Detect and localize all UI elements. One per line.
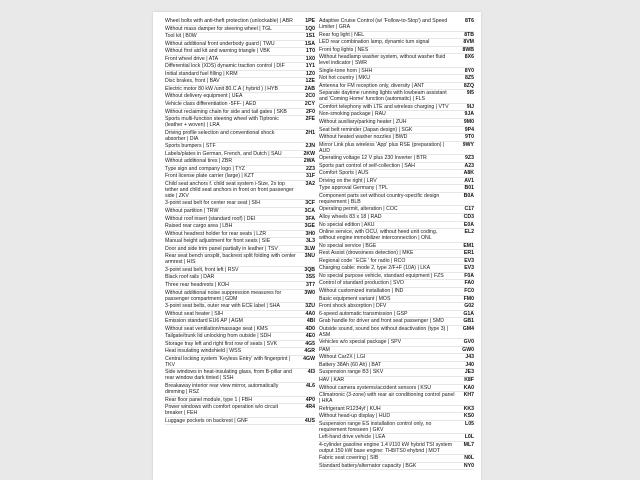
option-description: Without Car2X | LGI [319, 354, 366, 361]
option-row [165, 158, 315, 166]
option-code: GM4 [462, 325, 474, 332]
option-description: Rear seat bench unsplit, backrest split folding with center armrest | HIS [165, 253, 296, 266]
option-description: Regional code ' ECE ' for radio | RCO [319, 257, 406, 264]
option-code: 9P4 [464, 126, 474, 133]
option-row [319, 265, 474, 273]
option-row [165, 326, 315, 334]
option-description: Alloy wheels 83 x 18 | RAD [319, 214, 382, 221]
option-row [165, 173, 315, 181]
option-description: Without head-up display | HUD [319, 413, 391, 420]
option-description: Raised rear cargo area | LBH [165, 223, 233, 230]
option-description: Without reclaiming chain for side and tail gates | SKB [165, 108, 287, 115]
option-description: Operating voltage 12 V plus 230 Inverter | BTR [319, 155, 427, 162]
option-row [319, 18, 474, 32]
option-code: 9IJ [466, 103, 474, 110]
option-code: NY0 [463, 462, 474, 469]
option-code: 4G5 [305, 340, 315, 347]
option-row [165, 151, 315, 159]
option-description: Without seat ventilation/massage seat | KMS [165, 325, 268, 332]
option-code: 9JA [464, 111, 474, 118]
option-description: Vehicle class differentiation -5FF- | AED [165, 101, 257, 108]
option-row [165, 181, 315, 201]
option-row [319, 455, 474, 463]
option-row [319, 296, 474, 304]
option-description: Rear fog light | NEL [319, 31, 365, 38]
option-row [165, 48, 315, 56]
option-description: Basic equipment variant | MOS [319, 295, 391, 302]
option-row [319, 47, 474, 55]
option-code: 3CA [304, 208, 315, 215]
option-description: Without headrest holder for rear seats | LZR [165, 230, 267, 237]
option-code: 1PE [305, 18, 315, 24]
option-code: 1Z0 [306, 70, 315, 77]
option-description: Comfort Sports | AUS [319, 170, 369, 177]
option-code: 4I3 [307, 369, 315, 376]
option-description: Grab handle for driver and front seat passenger | SMD [319, 318, 445, 325]
option-code: 9Z3 [465, 155, 474, 162]
option-row [165, 303, 315, 311]
option-code: 1ZE [305, 78, 315, 85]
option-code: 3S5 [305, 274, 315, 281]
option-code: FC0 [464, 287, 474, 294]
option-description: Manual height adjustment for front seats | SIE [165, 238, 271, 245]
option-row [319, 193, 474, 207]
option-row [165, 109, 315, 117]
option-row [319, 369, 474, 377]
option-description: Without customized installation | IND [319, 287, 404, 294]
option-row [165, 267, 315, 275]
option-description: Power windows with comfort operation w/o circuit breaker | FEH [165, 404, 279, 417]
option-code: 3LW [304, 245, 315, 252]
option-description: Climatronic (3-zone) with rear air conditioning control panel | HKA [319, 392, 455, 405]
option-code: 1X0 [305, 55, 315, 62]
option-description: Fabric seat covering | SIB [319, 455, 379, 462]
option-code: 3H0 [305, 230, 315, 237]
option-row [319, 155, 474, 163]
option-row [319, 243, 474, 251]
option-description: Labels/plates in German, French, and Dutch | SAU [165, 150, 282, 157]
option-description: Sports part control of self-collection | SAH [319, 162, 415, 169]
option-description: Left-hand drive vehicle | LEA [319, 434, 386, 441]
option-row [319, 32, 474, 40]
option-row [165, 166, 315, 174]
option-code: L05 [465, 420, 474, 427]
option-row [319, 311, 474, 319]
option-row [165, 18, 315, 26]
option-row [165, 41, 315, 49]
option-description: Without additional noise suppression measures for passenger compartment | GDM [165, 289, 282, 302]
option-description: Suspension range ES installation control only, no requirement foreseen | GKV [319, 420, 432, 433]
option-description: Black roof rails | DAR [165, 274, 215, 281]
option-code: JE3 [464, 369, 474, 376]
option-row [165, 216, 315, 224]
option-code: 3L3 [306, 238, 315, 245]
option-row [165, 253, 315, 267]
option-row [319, 273, 474, 281]
option-row [165, 71, 315, 79]
option-row [165, 130, 315, 144]
option-code: EL2 [464, 229, 474, 236]
option-description: Charging cable: mode 2, type 2/F+F (10A) | LKA [319, 265, 431, 272]
option-description: Non-smoking package | RAU [319, 111, 386, 118]
option-row [319, 463, 474, 471]
option-code: A23 [464, 162, 474, 169]
option-description: Mirror Link plus wireless 'App' plus RSE (preparation) | AUD [319, 141, 445, 154]
option-code: ER1 [463, 250, 474, 257]
option-row [319, 83, 474, 91]
option-row [319, 214, 474, 222]
option-code: F0A [464, 272, 474, 279]
option-row [165, 290, 315, 304]
option-code: EV3 [464, 257, 474, 264]
option-code: CD3 [463, 214, 474, 221]
option-code: 8VM [463, 39, 474, 46]
option-row [319, 39, 474, 47]
option-row [319, 288, 474, 296]
option-code: 3QB [304, 266, 315, 273]
option-code: KH7 [463, 392, 474, 399]
option-code: 4BI [306, 318, 315, 325]
option-code: 31F [306, 173, 315, 180]
option-code: 2JN [305, 143, 315, 150]
option-description: Type sign and company logo | TYZ [165, 165, 245, 172]
option-row [319, 222, 474, 230]
option-code: L0L [464, 434, 474, 441]
option-row [319, 326, 474, 340]
option-code: GB1 [463, 318, 474, 325]
option-row [165, 231, 315, 239]
option-code: 4R4 [305, 404, 315, 411]
option-code: 4US [304, 417, 315, 424]
option-row [319, 185, 474, 193]
option-list-left [165, 18, 315, 425]
option-description: 3-point seat belt, front left | RSV [165, 266, 239, 273]
option-code: AV1 [464, 177, 474, 184]
option-code: 3GE [304, 223, 315, 230]
option-row [165, 356, 315, 370]
option-code: E0A [463, 221, 474, 228]
option-row [319, 127, 474, 135]
option-code: 8ZQ [463, 82, 474, 89]
option-description: Driving on the right | LRV [319, 177, 377, 184]
option-code: 1Q0 [305, 25, 315, 32]
option-description: Outside sound, sound box without deactivation (type 3) | ASM [319, 325, 449, 338]
option-code: 2Z3 [306, 165, 315, 172]
option-code: GV0 [463, 339, 474, 346]
option-code: 1T0 [306, 48, 315, 55]
option-code: 1Y1 [305, 63, 315, 70]
option-row [165, 274, 315, 282]
option-code: A8K [463, 170, 474, 177]
option-description: Without roof insert (standard roof) | DEI [165, 215, 256, 222]
option-description: Disc brakes, front | BAV [165, 78, 220, 85]
option-row [165, 311, 315, 319]
option-code: 8Z5 [465, 75, 474, 82]
option-code: 3CF [305, 200, 315, 207]
option-row [165, 86, 315, 94]
option-code: 3NU [304, 253, 315, 260]
option-code: 3ZU [305, 303, 315, 310]
option-row [165, 101, 315, 109]
option-description: Tailgate/trunk lid unlocking from outside | SDH [165, 333, 272, 340]
option-row [319, 434, 474, 442]
option-code: KA0 [463, 384, 474, 391]
option-code: FA0 [464, 280, 474, 287]
option-code: B01 [464, 185, 474, 192]
option-description: Front shock absorption | DFV [319, 303, 387, 310]
option-row [319, 111, 474, 119]
option-code: 2KW [303, 150, 315, 157]
option-description: Without camera systems/accident sensors | KSU [319, 384, 432, 391]
option-code: 9T0 [465, 134, 474, 141]
option-code: J43 [465, 354, 474, 361]
option-description: Operating permit, alteration | COC [319, 206, 398, 213]
option-description: Without additional tires | ZBR [165, 158, 233, 165]
option-description: Without mass damper for steering wheel | TGL [165, 25, 273, 32]
option-row [165, 63, 315, 71]
option-description: Without partition | TRW [165, 208, 219, 215]
option-code: 2WA [303, 158, 315, 165]
option-description: Single-tone horn | SHH [319, 67, 373, 74]
option-description: No special purpose vehicle, standard equipment | FZS [319, 272, 444, 279]
option-code: 4D0 [305, 325, 315, 332]
option-row [319, 421, 474, 435]
option-description: LED rear combination lamp, dynamic turn signal [319, 39, 430, 46]
option-code: GW0 [462, 346, 474, 353]
option-row [319, 142, 474, 156]
option-row [319, 170, 474, 178]
option-code: G1A [463, 310, 474, 317]
option-row [319, 119, 474, 127]
option-description: Front license plate carrier (large) | KZT [165, 173, 254, 180]
option-description: Adaptive Cruise Control (w/ 'Follow-to-Stop') and Speed Limiter | GRA [319, 18, 448, 30]
option-description: No special service | BGE [319, 242, 377, 249]
option-code: ML7 [463, 441, 474, 448]
option-code: G02 [464, 303, 474, 310]
option-row [319, 68, 474, 76]
option-row [319, 75, 474, 83]
option-row [319, 318, 474, 326]
option-row [165, 404, 315, 418]
option-code: 9I5 [466, 90, 474, 97]
option-description: Front wheel drive | ATA [165, 55, 219, 62]
option-code: KK3 [463, 405, 474, 412]
option-row [165, 143, 315, 151]
option-code: 3W0 [304, 289, 315, 296]
option-row [165, 341, 315, 349]
option-code: 2AB [304, 85, 315, 92]
option-description: Breakaway interior rear view mirror, automatically dimming | RSZ [165, 382, 279, 395]
option-row [319, 385, 474, 393]
option-row [319, 90, 474, 104]
option-row [319, 54, 474, 68]
option-code: 9WY [462, 141, 474, 148]
option-row [165, 318, 315, 326]
option-description: Driving profile selection and conventional shock absorber | DIA [165, 129, 275, 142]
option-code: N0L [464, 455, 474, 462]
option-description: Antenna for FM reception only, diversity | ANT [319, 82, 425, 89]
option-code: 3T7 [306, 281, 315, 288]
option-description: Seat belt reminder (Japan design) | SGK [319, 126, 413, 133]
option-description: Wheel bolts with anti-theft protection (unlockable) | ABR [165, 18, 293, 24]
option-row [165, 56, 315, 64]
option-description: No special edition | AKU [319, 221, 375, 228]
option-description: Suspension range B3 | SKV [319, 369, 384, 376]
option-row [319, 362, 474, 370]
option-description: Battery 38Ah (60 Ah) | BAT [319, 361, 382, 368]
option-description: Initial standard fuel filling | KRM [165, 70, 238, 77]
option-description: Front fog lights | NES [319, 46, 369, 53]
option-description: Rest Assist (drowsiness detection) | MKE [319, 250, 414, 257]
option-description: Without additional front underbody guard | TWU [165, 40, 275, 47]
option-row [165, 238, 315, 246]
option-row [319, 134, 474, 142]
option-description: Vehicles w/o special package | SPV [319, 339, 402, 346]
option-description: Child seat anchors f. child seat system i-Size, 2x top tether and child seat anchors in front on front passenger side | ZKV [165, 180, 294, 199]
option-description: Without delivery equipment | UEA [165, 93, 243, 100]
option-row [319, 392, 474, 406]
option-row [319, 250, 474, 258]
option-row [165, 383, 315, 397]
option-description: Sports multi-function steering wheel with Tiptronic (leather + woven) | LRA [165, 116, 279, 129]
option-code: K8F [464, 376, 474, 383]
option-row [319, 377, 474, 385]
option-description: Without heated washer nozzles | BWD [319, 134, 408, 141]
option-row [165, 397, 315, 405]
option-description: Luggage pockets on backrest | GNF [165, 417, 248, 424]
option-code: 2H1 [305, 129, 315, 136]
option-code: EV3 [464, 265, 474, 272]
option-row [319, 178, 474, 186]
option-code: 2C0 [305, 93, 315, 100]
option-description: Door and side trim panel partially in leather | TSV [165, 245, 278, 252]
option-code: 2FE [305, 116, 315, 123]
option-row [319, 442, 474, 456]
option-description: Heat insulating windshield | WSS [165, 348, 242, 355]
option-code: 2CY [304, 101, 315, 108]
document-page [153, 12, 481, 480]
option-description: Standard battery/alternator capacity | BGK [319, 462, 417, 469]
option-row [165, 26, 315, 34]
option-row [165, 200, 315, 208]
option-row [319, 354, 474, 362]
option-row [165, 418, 315, 426]
option-code: 3FA [305, 215, 315, 222]
option-description: Differential lock (XDS) dynamic traction control | DIF [165, 63, 285, 70]
option-row [319, 303, 474, 311]
option-row [165, 93, 315, 101]
option-description: Refrigerant R1234yf | KUH [319, 405, 381, 412]
option-row [319, 339, 474, 347]
option-description: Side windows in heat-insulating glass, from B-pillar and rear window dark tinted | SSH [165, 369, 292, 382]
option-description: Central locking system 'Keyless Entry' with fingerprint | TKV [165, 355, 291, 368]
option-description: Control of standard production | SVO [319, 280, 404, 287]
option-code: 8X6 [464, 54, 474, 61]
option-row [165, 78, 315, 86]
option-row [319, 413, 474, 421]
option-row [165, 369, 315, 383]
option-row [165, 116, 315, 130]
option-code: EM1 [463, 242, 474, 249]
option-code: 4E0 [305, 333, 315, 340]
option-description: Online service, with OCU, without heed unit coding, without engine immobilizer interconnection | ONL [319, 229, 438, 242]
option-row [165, 348, 315, 356]
option-code: C17 [464, 206, 474, 213]
option-code: 1S1 [305, 33, 315, 40]
option-description: Separate daytime running lights with lowbeam assistant and 'Coming Home' function (automatic) | FLS [319, 90, 447, 103]
option-row [165, 246, 315, 254]
option-description: Emission standard EU6 AP | AGM [165, 318, 243, 325]
option-row [165, 33, 315, 41]
option-code: 1SA [304, 40, 315, 47]
option-code: 8Y0 [464, 67, 474, 74]
option-description: Rear floor panel module, type 1 | FBH [165, 396, 252, 403]
option-code: 4GW [303, 355, 315, 362]
option-description: 3-point seat belt for center rear seat | SIH [165, 200, 261, 207]
option-description: HAV | KAR [319, 376, 345, 383]
option-row [319, 280, 474, 288]
option-description: Type approval Germany | TPL [319, 185, 389, 192]
option-code: 8TB [464, 31, 474, 38]
option-row [319, 104, 474, 112]
option-description: Without first aid kit and warning triangle | VBK [165, 48, 271, 55]
option-code: 8WB [462, 46, 474, 53]
option-code: 2F0 [306, 108, 315, 115]
option-row [319, 258, 474, 266]
option-code: 4L6 [306, 382, 315, 389]
option-description: Without seat heater | SIH [165, 310, 223, 317]
option-row [319, 206, 474, 214]
option-code: 9M0 [463, 119, 474, 126]
option-description: 3-point seat belts, outer rear with ECE label | SHA [165, 303, 280, 310]
option-list-right [319, 18, 474, 470]
option-row [319, 406, 474, 414]
option-description: Not hot country | MKU [319, 75, 370, 82]
option-code: 4P0 [305, 396, 315, 403]
option-row [319, 347, 474, 355]
option-row [165, 223, 315, 231]
option-row [165, 208, 315, 216]
option-description: 6-speed automatic transmission | GSP [319, 310, 408, 317]
option-code: J40 [465, 361, 474, 368]
option-description: PAM [319, 346, 330, 353]
option-code: B0A [463, 192, 474, 199]
option-description: Comfort telephony with LTE and wireless charging | VTV [319, 103, 449, 110]
option-description: Component parts set without country-specific design requirement | BLB [319, 192, 440, 205]
option-code: 8T6 [465, 18, 474, 24]
option-code: 4A0 [305, 310, 315, 317]
option-row [165, 333, 315, 341]
option-description: Without auxiliary/parking heater | ZUH [319, 119, 407, 126]
option-description: Sports bumpers | STF [165, 143, 216, 150]
option-description: Without headlamp washer system, without washer fluid level indicator | SWR [319, 54, 446, 67]
option-code: FM0 [463, 295, 474, 302]
option-row [319, 229, 474, 243]
option-description: Tool kit | B0W [165, 33, 197, 40]
option-description: 4-cylinder gasoline engine 1.4 l/110 kW hybrid TSI system output 150 kW base engine: TH8/TS0 ehybrid | MOT [319, 441, 453, 454]
option-row [165, 282, 315, 290]
option-row [319, 163, 474, 171]
option-description: Electric motor 80 kW /unit 80.C.A ( hybrid ) | HYB [165, 85, 278, 92]
option-code: 3A2 [305, 180, 315, 187]
option-description: Three rear headrests | KOH [165, 281, 229, 288]
option-code: 4GR [304, 348, 315, 355]
option-description: Storage tray left and right first row of seats | SVK [165, 340, 278, 347]
option-code: KS0 [463, 413, 474, 420]
